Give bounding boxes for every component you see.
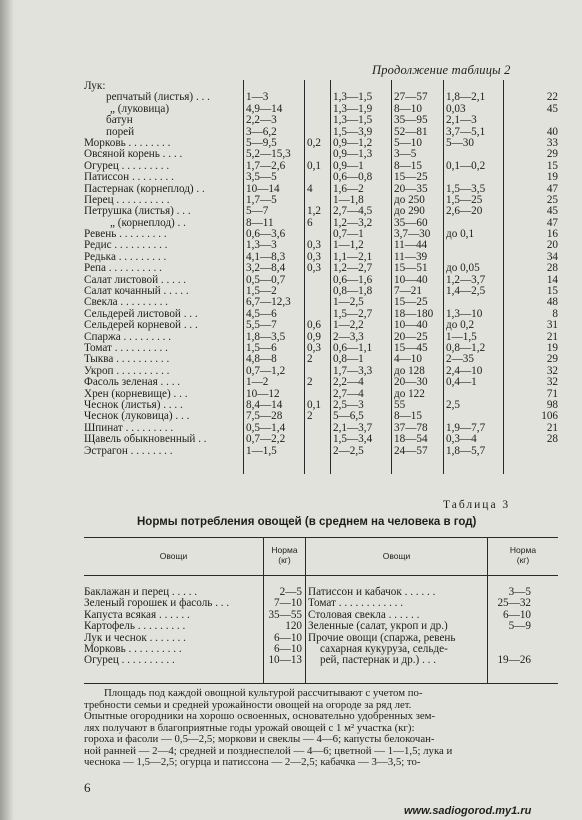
paragraph-line: Площадь под каждой овощной культурой рассчитывают с учетом по- (104, 687, 423, 699)
table-cell: 8—15 (394, 410, 422, 423)
vegetable-name: Томат . . . . . . . . . . . . (308, 597, 404, 610)
table-cell: 1,4—2,5 (446, 285, 486, 298)
table-3-title: Нормы потребления овощей (в среднем на человека в год) (137, 516, 477, 528)
norm-value: 2—5 (279, 586, 302, 598)
paragraph-line: требности семьи и средней урожайности овощей на огороде за ряд лет. (84, 698, 412, 711)
column-divider (391, 80, 392, 474)
vegetable-name: Хрен (корневище) . . . (84, 387, 188, 400)
table-cell: 3—5 (394, 148, 417, 161)
table-cell: 31 (546, 319, 558, 332)
table-cell: 0,6—1,6 (333, 273, 373, 286)
table-cell: 15—25 (394, 171, 428, 184)
vegetable-name: Пастернак (корнеплод) . . (84, 182, 205, 195)
norm-value: 10—13 (268, 654, 302, 667)
table-cell: 8 (552, 307, 558, 320)
table-cell: 10—40 (394, 273, 428, 286)
table-cell: 0,8—1,8 (333, 285, 373, 298)
table-cell: 1,9—7,7 (446, 421, 486, 434)
table-cell: 2,5 (446, 398, 460, 411)
table-cell: 19 (546, 341, 558, 354)
vegetable-name: Зеленый горошек и фасоль . . . (84, 597, 230, 610)
vegetable-name: Редис . . . . . . . . . . (84, 239, 168, 252)
table-cell: 2 (307, 410, 313, 423)
table-cell: до 128 (394, 364, 425, 377)
table-cell: 0,8—1 (333, 353, 364, 366)
table-cell: 1,8—5,7 (446, 444, 486, 457)
table-cell: 1,3—3 (246, 239, 277, 252)
paragraph-line: Опытные огородники на хорошо освоенных, основательно удобренных зем- (84, 710, 436, 722)
table-cell: 16 (546, 228, 558, 241)
table-cell: 1—3 (246, 91, 269, 104)
table-cell: 10—12 (246, 387, 280, 400)
table-cell: 28 (546, 433, 558, 446)
table-cell: 45 (546, 102, 558, 115)
table-cell: до 0,1 (446, 228, 475, 241)
vegetable-name: Столовая свекла . . . . . . (308, 608, 420, 621)
table-cell: 35—60 (394, 216, 428, 229)
table-cell: 2,2—3 (246, 114, 277, 127)
table-cell: 0,8—1,2 (446, 341, 486, 354)
table-cell: 0,6—1,1 (333, 341, 373, 354)
vegetable-name: Редька . . . . . . . . . (84, 250, 167, 263)
column-divider (243, 80, 244, 474)
table-cell: 2,1—3 (446, 114, 477, 127)
header-vegetables: Овощи (382, 551, 411, 561)
header-vegetables: Овощи (159, 551, 188, 561)
table-cell: 20 (546, 239, 558, 252)
table-cell: 0,9—1 (333, 159, 364, 172)
vegetable-name: Тыква . . . . . . . . . . (84, 353, 170, 366)
table-cell: 2,5—3 (333, 398, 364, 411)
vegetable-name: Щавель обыкновенный . . (84, 433, 207, 446)
paragraph-line: лях получают в благоприятные годы урожай овощей с 1 м² участка (кг): (84, 721, 415, 734)
header-norm-line1: Норма (509, 545, 537, 555)
table-cell: 1—2,5 (333, 296, 364, 309)
norm-value: 120 (285, 620, 302, 633)
table-cell: 52—81 (394, 125, 428, 138)
table-cell: 2—2,5 (333, 444, 364, 457)
table-cell: 5—6,5 (333, 410, 364, 423)
table-cell: 2 (307, 376, 313, 389)
table-cell: 0,5—1,4 (246, 421, 286, 434)
vegetable-name: Петрушка (листья) . . . (84, 205, 191, 218)
table-cell: 1,1—2,1 (333, 250, 373, 263)
table-cell: 5,5—7 (246, 319, 277, 332)
vegetable-name: Патиссон и кабачок . . . . . . (308, 586, 436, 598)
vegetable-name: Томат . . . . . . . . . . (84, 341, 168, 354)
table-cell: 22 (546, 91, 558, 104)
table-cell: 2,1—3,7 (333, 421, 373, 434)
table-cell: 0,9 (307, 330, 321, 343)
table-cell: 0,3 (307, 239, 321, 252)
vegetable-name: Сельдерей корневой . . . (84, 319, 198, 332)
table-cell: 0,6—3,6 (246, 228, 286, 241)
vegetable-name: Овсяной корень . . . . (84, 148, 183, 161)
table-cell: 0,3 (307, 341, 321, 354)
vegetable-name: рей, пастернак и др.) . . . (320, 654, 437, 667)
table-cell: 1—2,2 (333, 319, 364, 332)
vegetable-name: Репа . . . . . . . . . . (84, 262, 162, 275)
table-cell: 11—44 (394, 239, 428, 252)
table-cell: 2—35 (446, 353, 474, 366)
vegetable-name: Шпинат . . . . . . . . . (84, 421, 174, 434)
table-cell: 3—6,2 (246, 125, 277, 138)
table-cell: 2,6—20 (446, 205, 483, 218)
table-cell: 18—54 (394, 433, 428, 446)
table-cell: 98 (546, 398, 558, 411)
table-cell: 15—51 (394, 262, 428, 275)
table-cell: до 250 (394, 193, 425, 206)
table-cell: 15 (546, 285, 558, 298)
table-cell: 0,6—0,8 (333, 171, 373, 184)
table-cell: 0,3 (307, 262, 321, 275)
table-cell: 35—95 (394, 114, 428, 127)
vegetable-name: репчатый (листья) . . . (106, 91, 210, 104)
page-number: 6 (84, 780, 91, 795)
table-cell: 4,1—8,3 (246, 250, 286, 263)
table-cell: 6,7—12,3 (246, 296, 291, 309)
table-cell: до 0,2 (446, 319, 475, 332)
table-cell: 8,4—14 (246, 398, 283, 411)
vegetable-name: Укроп . . . . . . . . . . (84, 364, 170, 377)
vegetable-name: батун (106, 114, 133, 127)
table-cell: 33 (546, 136, 558, 149)
norm-value: 25—32 (497, 597, 531, 610)
vegetable-name: Фасоль зеленая . . . . (84, 376, 181, 389)
table-cell: 20—25 (394, 330, 428, 343)
column-divider (330, 80, 331, 474)
vegetable-name: сахарная кукуруза, сельде- (320, 643, 448, 655)
table-cell: 1—2 (246, 376, 269, 389)
table-cell: 37—78 (394, 421, 428, 434)
table-cell: 2,4—10 (446, 364, 483, 377)
table-cell: 2 (307, 353, 313, 366)
table-cell: 5—7 (246, 205, 269, 218)
table-cell: 21 (546, 330, 558, 343)
vegetable-name: Эстрагон . . . . . . . . (84, 444, 173, 457)
table-cell: 0,03 (446, 102, 466, 115)
header-norm (264, 545, 305, 565)
table-cell: 1,7—2,6 (246, 159, 286, 172)
table-cell: 2,2—4 (333, 376, 364, 389)
table-cell: 2—3,3 (333, 330, 364, 343)
table-cell: 1,8—3,5 (246, 330, 286, 343)
table-cell: 1,3—1,9 (333, 102, 373, 115)
table-cell: 21 (546, 421, 558, 434)
table-cell: 4—10 (394, 353, 422, 366)
norm-value: 6—10 (274, 643, 302, 655)
vegetable-name: Прочие овощи (спаржа, ревень (308, 631, 456, 644)
table-cell: 1—1,5 (246, 444, 277, 457)
vegetable-name: Патиссон . . . . . . . . (84, 171, 174, 184)
table-cell: 15—25 (394, 296, 428, 309)
table-cell: 7—21 (394, 285, 422, 298)
table-cell: 1,3—10 (446, 307, 483, 320)
table-cell: 47 (546, 216, 558, 229)
table-cell: 1,5—3,9 (333, 125, 373, 138)
vegetable-name: Огурец . . . . . . . . . . (84, 654, 175, 667)
table-cell: 24—57 (394, 444, 428, 457)
table-cell: 5—30 (446, 136, 474, 149)
table-cell: 0,2 (307, 136, 321, 149)
table-cell: 1—1,2 (333, 239, 364, 252)
table-cell: 3,7—30 (394, 228, 431, 241)
vegetable-name: Салат листовой . . . . . (84, 273, 187, 286)
table-3-label: Таблица 3 (443, 499, 511, 511)
paragraph-line: чеснока — 1,5—2,5; огурца и патиссона — 2—2,5; кабачка — 3—3,5; то- (84, 756, 421, 768)
table-bottom-rule (84, 683, 558, 684)
table-cell: 0,5—0,7 (246, 273, 286, 286)
table-cell: 1,7—3,3 (333, 364, 373, 377)
watermark: www.sadiogorod.my1.ru (404, 805, 532, 817)
norm-value: 6—10 (274, 631, 302, 644)
table-cell: 0,1 (307, 159, 321, 172)
vegetable-name: Картофель . . . . . . . . . (84, 620, 186, 633)
table-cell: 3,2—8,4 (246, 262, 286, 275)
body-paragraph (84, 688, 558, 769)
table-cell: 1,2 (307, 205, 321, 218)
table-cell: 1,3—1,5 (333, 114, 373, 127)
table-cell: 48 (546, 296, 558, 309)
vegetable-name: „ (луковица) (110, 102, 170, 115)
header-norm-line2: (кг) (278, 555, 291, 565)
table-cell: 27—57 (394, 91, 428, 104)
table-cell: 1,2—3,2 (333, 216, 373, 229)
table-cell: 15 (546, 159, 558, 172)
vegetable-name: Свекла . . . . . . . . . (84, 296, 168, 309)
table-cell: 0,3 (307, 250, 321, 263)
table-cell: 20—35 (394, 182, 428, 195)
header-norm-line2: (кг) (516, 555, 530, 565)
norm-value: 3—5 (508, 586, 531, 598)
table-cell: 4,8—8 (246, 353, 277, 366)
column-divider (503, 80, 504, 474)
table-cell: 5—10 (394, 136, 422, 149)
table-cell: 1,5—2 (246, 285, 277, 298)
table-cell: 4,9—14 (246, 102, 283, 115)
table-cell: 1,5—6 (246, 341, 277, 354)
table-cell: 4,5—6 (246, 307, 277, 320)
table-cell: 0,4—1 (446, 376, 477, 389)
table-cell: 7,5—28 (246, 410, 283, 423)
vegetable-name: порей (106, 125, 135, 138)
vegetable-name: Капуста всякая . . . . . . (84, 608, 190, 621)
table-cell: 32 (546, 376, 558, 389)
table-cell: 32 (546, 364, 558, 377)
table-cell: 4 (307, 182, 313, 195)
table-cell: 3,5—5 (246, 171, 277, 184)
table-cell: 5,2—15,3 (246, 148, 291, 161)
table-cell: 5—9,5 (246, 136, 277, 149)
column-divider (304, 80, 305, 474)
table-cell: 28 (546, 262, 558, 275)
table-cell: 1,3—1,5 (333, 91, 373, 104)
table-cell: 1,6—2 (333, 182, 364, 195)
table-cell: 25 (546, 193, 558, 206)
table-cell: 20—30 (394, 376, 428, 389)
norm-value: 5—9 (508, 620, 531, 633)
vegetable-name: Морковь . . . . . . . . (84, 136, 171, 149)
vegetable-name: Огурец . . . . . . . . . (84, 159, 170, 172)
vegetable-name: Салат кочанный . . . . . (84, 285, 189, 298)
table-cell: 71 (546, 387, 558, 400)
table-cell: 15—45 (394, 341, 428, 354)
table-cell: 0,1 (307, 398, 321, 411)
table-cell: 1,7—5 (246, 193, 277, 206)
table-cell: 10—14 (246, 182, 280, 195)
table-cell: 1,5—25 (446, 193, 483, 206)
table-cell: 0,9—1,3 (333, 148, 373, 161)
vegetable-name: Морковь . . . . . . . . . . (84, 643, 182, 655)
table-cell: 3,7—5,1 (446, 125, 486, 138)
table-cell: 8—10 (394, 102, 422, 115)
table-cell: 1,5—2,7 (333, 307, 373, 320)
vegetable-name: Перец . . . . . . . . . . (84, 193, 170, 206)
vegetable-name: Ревень . . . . . . . . . (84, 228, 167, 241)
table-cell: 0,1—0,2 (446, 159, 486, 172)
table-cell: 40 (546, 125, 558, 138)
vegetable-name: Лук и чеснок . . . . . . . (84, 631, 186, 644)
table-cell: 1,2—2,7 (333, 262, 373, 275)
vegetable-name: Спаржа . . . . . . . . . (84, 330, 172, 343)
vegetable-name: Чеснок (листья) . . . . (84, 398, 183, 411)
vegetable-name: Баклажан и перец . . . . . (84, 586, 198, 598)
table-cell: 1—1,8 (333, 193, 364, 206)
table-cell: 2,7—4,5 (333, 205, 373, 218)
table-cell: 1,8—2,1 (446, 91, 486, 104)
table-cell: 34 (546, 250, 558, 263)
table-cell: 0,7—1 (333, 228, 364, 241)
header-norm (488, 545, 558, 565)
vegetable-name: „ (корнеплод) . . (110, 216, 186, 229)
table-cell: 2,7—4 (333, 387, 364, 400)
table-cell: 8—11 (246, 216, 274, 229)
table-cell: 47 (546, 182, 558, 195)
table-cell: 1,5—3,4 (333, 433, 373, 446)
table-cell: 14 (546, 273, 558, 286)
paragraph-line: ной ранней — 2—4; средней и позднеспелой — 4—6; цветной — 1—1,5; лука и (84, 744, 453, 757)
table-cell: 6 (307, 216, 313, 229)
table-cell: 0,3—4 (446, 433, 477, 446)
table-cell: 55 (394, 398, 406, 411)
vegetable-name: Лук: (84, 80, 106, 92)
table-cell: 18—180 (394, 307, 434, 320)
table-cell: 10—40 (394, 319, 428, 332)
paragraph-line: гороха и фасоли — 0,5—2,5; моркови и свеклы — 4—6; капусты белокочан- (84, 733, 435, 745)
table-cell: 45 (546, 205, 558, 218)
table-continuation-label: Продолжение таблицы 2 (372, 63, 511, 77)
table-cell: 0,9—1,2 (333, 136, 373, 149)
table-cell: до 290 (394, 205, 425, 218)
vegetable-name: Сельдерей листовой . . . (84, 307, 198, 320)
table-cell: 1,5—3,5 (446, 182, 486, 195)
table-cell: 0,6 (307, 319, 321, 332)
vegetable-name: Чеснок (луковица) . . . (84, 410, 190, 423)
header-norm-line1: Норма (271, 545, 298, 555)
table-cell: 11—39 (394, 250, 428, 263)
table-cell: 0,7—1,2 (246, 364, 286, 377)
table-cell: до 122 (394, 387, 425, 400)
table-cell: до 0,05 (446, 262, 480, 275)
column-divider (443, 80, 444, 474)
table-cell: 0,7—2,2 (246, 433, 286, 446)
table-cell: 1—1,5 (446, 330, 477, 343)
table-cell: 29 (546, 148, 558, 161)
table-cell: 106 (541, 410, 558, 423)
norm-value: 19—26 (497, 654, 531, 667)
vegetable-name: Зеленные (салат, укроп и др.) (308, 620, 448, 633)
norm-value: 7—10 (274, 597, 302, 610)
table-cell: 19 (546, 171, 558, 184)
table-cell: 1,2—3,7 (446, 273, 486, 286)
table-cell: 29 (546, 353, 558, 366)
table-cell: 8—15 (394, 159, 422, 172)
norm-value: 35—55 (268, 608, 302, 621)
norm-value: 6—10 (503, 608, 531, 621)
